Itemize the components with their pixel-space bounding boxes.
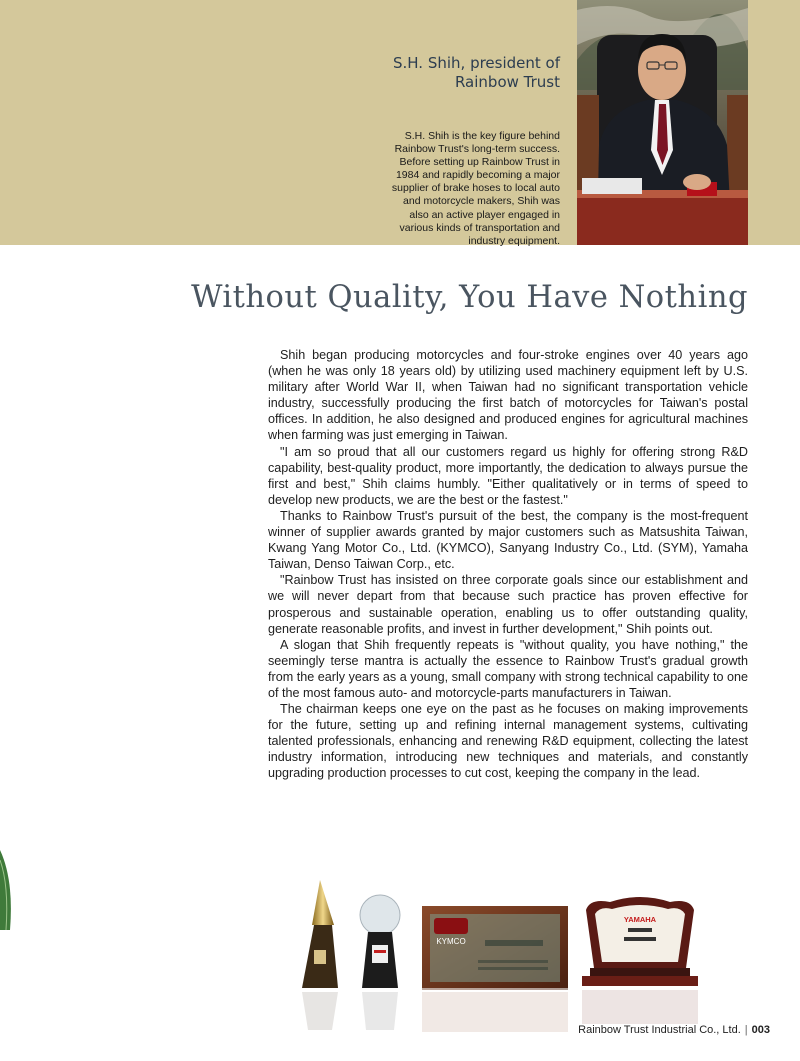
article-body bbox=[268, 347, 748, 782]
president-portrait-photo bbox=[577, 0, 748, 245]
caption-line: also an active player engaged in bbox=[409, 208, 560, 221]
caption-line: industry equipment. bbox=[468, 234, 560, 247]
caption-line: S.H. Shih is the key figure behind bbox=[404, 130, 560, 142]
photo-caption-title bbox=[330, 54, 560, 92]
leaf-decoration bbox=[0, 850, 14, 930]
page-title: Without Quality, You Have Nothing bbox=[191, 280, 748, 315]
footer-company: Rainbow Trust Industrial Co., Ltd. bbox=[578, 1024, 741, 1036]
gold-trophy bbox=[302, 880, 338, 988]
page-footer bbox=[578, 1024, 770, 1036]
article-paragraph: "I am so proud that all our customers regard us highly for offering strong R&D capability, best-quality product, more importantly, the dedication to always pursue the first and best," Shih claims humbly. "Either qualitatively or in terms of speed to develop new products, we are the best or the fastest." bbox=[268, 444, 748, 507]
caption-line: and motorcycle makers, Shih was bbox=[403, 195, 560, 208]
photo-caption-body bbox=[370, 130, 560, 248]
footer-separator: | bbox=[744, 1024, 748, 1036]
caption-line: 1984 and rapidly becoming a major bbox=[395, 169, 560, 182]
article-paragraph: "Rainbow Trust has insisted on three corporate goals since our establishment and we will never depart from that because such practice has proven effective for prosperous and sustainable operation, enabling us to offer outstanding quality, generate reasonable profits, and invest in further development," Shih points out. bbox=[268, 573, 748, 636]
caption-line: Rainbow Trust's long-term success. bbox=[394, 143, 560, 156]
caption-title-line: Rainbow Trust bbox=[454, 73, 560, 91]
kymco-logo-text: KYMCO bbox=[436, 937, 466, 946]
article-paragraph: Shih began producing motorcycles and four-stroke engines over 40 years ago (when he was only 18 years old) by utilizing used machinery equipment left by U.S. military after World War II, when Taiwan had no significant transportation vehicle industry, successfully producing the first batch of motorcycles for Taiwan's postal offices. In addition, he also designed and produced engines for agricultural machines when farming was just emerging in Taiwan. bbox=[268, 348, 748, 443]
caption-line: various kinds of transportation and bbox=[399, 221, 560, 234]
kymco-plaque bbox=[422, 906, 568, 990]
caption-line: supplier of brake hoses to local auto bbox=[391, 182, 560, 195]
page-number: 003 bbox=[751, 1024, 770, 1036]
portrait-illustration bbox=[577, 0, 748, 245]
article-paragraph: A slogan that Shih frequently repeats is "without quality, you have nothing," the seemingly terse mantra is actually the essence to Rainbow Trust's gradual growth from the early years as a young, small company with strong technical capability to one of the most famous auto- and motorcycle-parts manufacturers in Taiwan. bbox=[268, 637, 748, 700]
yamaha-logo-text: YAMAHA bbox=[623, 915, 657, 924]
awards-photo bbox=[290, 870, 730, 1050]
article-paragraph: Thanks to Rainbow Trust's pursuit of the best, the company is the most-frequent winner of supplier awards granted by major customers such as Matsushita Taiwan, Kwang Yang Motor Co., Ltd. (KYMCO), Sanyang Industry Co., Ltd. (SYM), Yamaha Taiwan, Denso Taiwan Corp., etc. bbox=[268, 508, 748, 572]
article-paragraph: The chairman keeps one eye on the past as he focuses on making improvements for the future, setting up and refining internal management systems, cultivating talented professionals, enhancing and renewing R&D equipment, collecting the latest industry information, introducing new techniques and materials, and constantly upgrading production processes to cut cost, keeping the company in the lead. bbox=[268, 702, 748, 781]
caption-line: Before setting up Rainbow Trust in bbox=[399, 156, 560, 169]
caption-title-line: S.H. Shih, president of bbox=[392, 54, 560, 72]
crystal-trophy bbox=[360, 895, 400, 988]
header-banner bbox=[0, 0, 800, 245]
yamaha-plaque bbox=[582, 897, 698, 986]
